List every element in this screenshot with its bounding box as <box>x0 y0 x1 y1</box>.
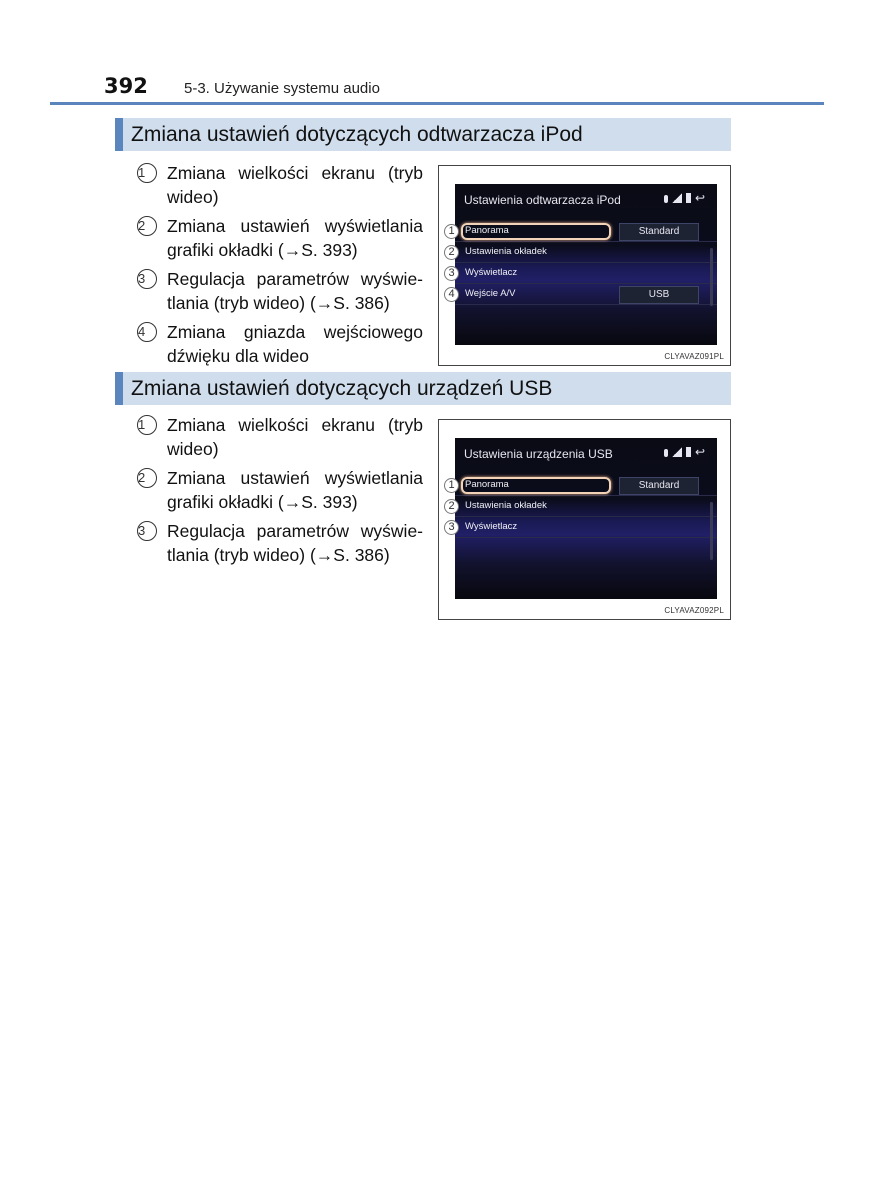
setting-row-cover-art[interactable] <box>455 243 717 263</box>
bluetooth-icon <box>664 449 668 457</box>
screen-title: Ustawienia urządzenia USB <box>464 447 613 461</box>
page-number: 392 <box>104 74 148 98</box>
setting-label: Ustawienia okładek <box>465 500 547 511</box>
step-item <box>137 214 423 262</box>
setting-value-button[interactable]: Standard <box>619 477 699 495</box>
signal-icon <box>672 447 682 457</box>
setting-label: Panorama <box>465 479 509 490</box>
step-item <box>137 519 423 567</box>
step-text: Regulacja parametrów wyświe-tlania (tryb wideo) (→S. 386) <box>167 269 423 313</box>
ipod-settings-screenshot <box>438 165 731 366</box>
step-number-1: 1 <box>137 163 157 183</box>
step-text: Zmiana wielkości ekranu (tryb wideo) <box>167 415 423 459</box>
step-item <box>137 320 423 368</box>
step-number-4: 4 <box>137 322 157 342</box>
setting-row-display[interactable] <box>455 264 717 284</box>
callout-3: 3 <box>444 520 459 535</box>
step-text: Zmiana ustawień wyświetlania grafiki okładki (→S. 393) <box>167 216 423 260</box>
step-item <box>137 466 423 514</box>
callout-2: 2 <box>444 245 459 260</box>
callout-2: 2 <box>444 499 459 514</box>
callout-4: 4 <box>444 287 459 302</box>
step-number-3: 3 <box>137 269 157 289</box>
setting-label: Wyświetlacz <box>465 267 518 278</box>
step-item <box>137 267 423 315</box>
callout-1: 1 <box>444 478 459 493</box>
step-text: Zmiana gniazda wejściowego dźwięku dla wideo <box>167 322 423 366</box>
signal-icon <box>672 193 682 203</box>
setting-row-cover-art[interactable] <box>455 497 717 517</box>
scrollbar[interactable] <box>710 502 713 560</box>
screen-title: Ustawienia odtwarzacza iPod <box>464 193 621 207</box>
header-rule <box>50 102 824 105</box>
setting-value-button[interactable]: USB <box>619 286 699 304</box>
status-icons <box>664 193 709 203</box>
setting-label: Ustawienia okładek <box>465 246 547 257</box>
step-list <box>137 161 423 373</box>
step-item <box>137 161 423 209</box>
section-ipod-settings <box>115 118 731 366</box>
section-heading: Zmiana ustawień dotyczących odtwarzacza iPod <box>115 118 731 151</box>
status-icons <box>664 447 709 457</box>
setting-label: Wejście A/V <box>465 288 516 299</box>
scrollbar[interactable] <box>710 248 713 306</box>
step-number-1: 1 <box>137 415 157 435</box>
section-usb-settings <box>115 372 731 615</box>
step-text: Zmiana ustawień wyświetlania grafiki okładki (→S. 393) <box>167 468 423 512</box>
setting-label: Panorama <box>465 225 509 236</box>
step-number-3: 3 <box>137 521 157 541</box>
usb-settings-screen <box>455 438 717 599</box>
setting-value-button[interactable]: Standard <box>619 223 699 241</box>
step-text: Zmiana wielkości ekranu (tryb wideo) <box>167 163 423 207</box>
callout-1: 1 <box>444 224 459 239</box>
battery-icon <box>686 193 691 203</box>
battery-icon <box>686 447 691 457</box>
chapter-title: 5-3. Używanie systemu audio <box>184 80 380 97</box>
setting-row-av-input[interactable] <box>455 285 717 305</box>
step-list <box>137 413 423 572</box>
image-code: CLYAVAZ092PL <box>664 606 724 615</box>
setting-row-panorama[interactable] <box>455 222 717 242</box>
setting-label: Wyświetlacz <box>465 521 518 532</box>
image-code: CLYAVAZ091PL <box>664 352 724 361</box>
step-number-2: 2 <box>137 216 157 236</box>
bluetooth-icon <box>664 195 668 203</box>
setting-row-display[interactable] <box>455 518 717 538</box>
back-arrow-icon[interactable]: ↩ <box>695 445 706 459</box>
back-arrow-icon[interactable]: ↩ <box>695 191 706 205</box>
step-item <box>137 413 423 461</box>
step-number-2: 2 <box>137 468 157 488</box>
section-heading: Zmiana ustawień dotyczących urządzeń USB <box>115 372 731 405</box>
ipod-settings-screen <box>455 184 717 345</box>
callout-3: 3 <box>444 266 459 281</box>
setting-row-panorama[interactable] <box>455 476 717 496</box>
step-text: Regulacja parametrów wyświe-tlania (tryb wideo) (→S. 386) <box>167 521 423 565</box>
usb-settings-screenshot <box>438 419 731 620</box>
